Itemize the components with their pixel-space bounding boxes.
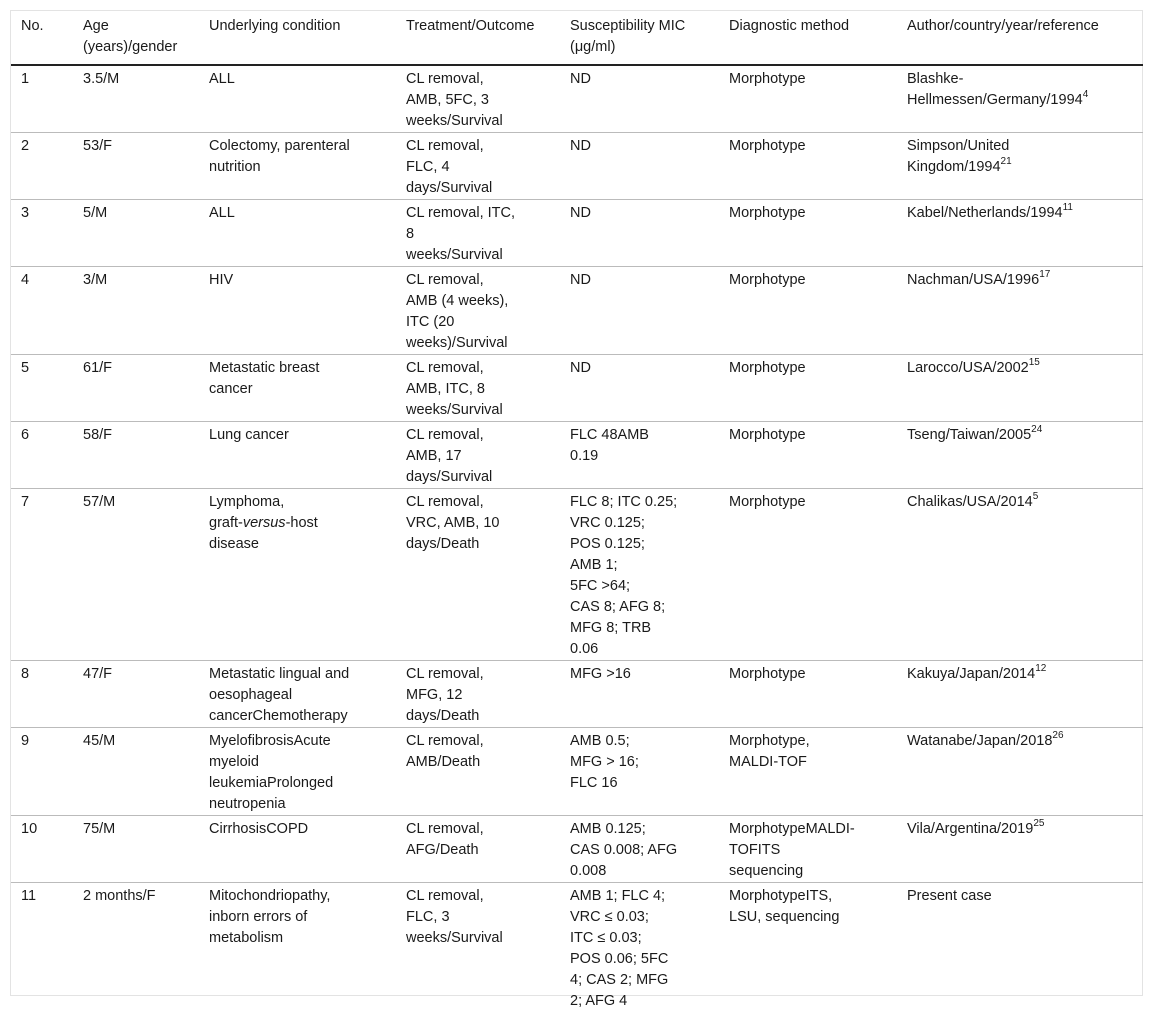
- condition-text: -host disease: [209, 515, 318, 552]
- cell-no: 3: [11, 200, 73, 267]
- header-no: No.: [11, 11, 73, 65]
- cell-age-gender: 75/M: [73, 816, 199, 883]
- cell-age-gender: 61/F: [73, 355, 199, 422]
- cell-method: Morphotype: [719, 200, 897, 267]
- header-age-gender: Age (years)/gender: [73, 11, 199, 65]
- author-text: Larocco/USA/2002: [907, 360, 1029, 376]
- table-row: [11, 200, 1143, 267]
- cell-method: Morphotype: [719, 355, 897, 422]
- cell-treatment: CL removal, ITC, 8 weeks/Survival: [396, 200, 560, 267]
- cell-mic: ND: [560, 133, 719, 200]
- author-text: Nachman/USA/1996: [907, 272, 1039, 288]
- cell-no: 9: [11, 728, 73, 816]
- cell-age-gender: 5/M: [73, 200, 199, 267]
- cell-treatment: CL removal, AFG/Death: [396, 816, 560, 883]
- table-row: [11, 355, 1143, 422]
- cell-author: [897, 200, 1143, 267]
- cell-author: [897, 816, 1143, 883]
- table-row: [11, 661, 1143, 728]
- author-text: Simpson/United Kingdom/1994: [907, 138, 1009, 175]
- cell-method: Morphotype: [719, 267, 897, 355]
- cell-author: [897, 661, 1143, 728]
- cell-no: 2: [11, 133, 73, 200]
- author-text: Blashke- Hellmessen/Germany/1994: [907, 71, 1083, 108]
- cell-age-gender: 2 months/F: [73, 883, 199, 1020]
- cell-treatment: CL removal, AMB, 5FC, 3 weeks/Survival: [396, 65, 560, 133]
- cell-no: 1: [11, 65, 73, 133]
- cell-age-gender: 3.5/M: [73, 65, 199, 133]
- cell-method: Morphotype, MALDI-TOF: [719, 728, 897, 816]
- cell-method: MorphotypeMALDI- TOFITS sequencing: [719, 816, 897, 883]
- cell-condition: Lung cancer: [199, 422, 396, 489]
- condition-emphasis: versus: [243, 515, 286, 531]
- reference-number: 24: [1031, 424, 1042, 435]
- header-row: [11, 11, 1143, 65]
- cell-author: [897, 728, 1143, 816]
- reference-number: 12: [1035, 663, 1046, 674]
- cell-method: Morphotype: [719, 661, 897, 728]
- author-text: Vila/Argentina/2019: [907, 821, 1033, 837]
- cell-no: 11: [11, 883, 73, 1020]
- cell-condition: ALL: [199, 65, 396, 133]
- cell-mic: ND: [560, 65, 719, 133]
- cell-mic: AMB 0.125; CAS 0.008; AFG 0.008: [560, 816, 719, 883]
- cell-mic: MFG >16: [560, 661, 719, 728]
- reference-number: 25: [1033, 818, 1044, 829]
- table-row: [11, 816, 1143, 883]
- cell-treatment: CL removal, AMB/Death: [396, 728, 560, 816]
- cell-mic: ND: [560, 355, 719, 422]
- cell-method: Morphotype: [719, 65, 897, 133]
- table-row: [11, 422, 1143, 489]
- table-body: [11, 65, 1143, 1020]
- author-text: Chalikas/USA/2014: [907, 494, 1033, 510]
- cell-mic: AMB 1; FLC 4; VRC ≤ 0.03; ITC ≤ 0.03; POS 0.06; 5FC 4; CAS 2; MFG 2; AFG 4: [560, 883, 719, 1020]
- header-susceptibility-mic: Susceptibility MIC (μg/ml): [560, 11, 719, 65]
- table-row: [11, 267, 1143, 355]
- author-text: Kakuya/Japan/2014: [907, 666, 1035, 682]
- table-row: [11, 489, 1143, 661]
- cell-treatment: CL removal, FLC, 3 weeks/Survival: [396, 883, 560, 1020]
- cell-treatment: CL removal, FLC, 4 days/Survival: [396, 133, 560, 200]
- cell-treatment: CL removal, AMB (4 weeks), ITC (20 weeks)/Survival: [396, 267, 560, 355]
- cell-condition: MyelofibrosisAcute myeloid leukemiaProlonged neutropenia: [199, 728, 396, 816]
- cell-author: [897, 355, 1143, 422]
- cell-mic: ND: [560, 200, 719, 267]
- cell-treatment: CL removal, VRC, AMB, 10 days/Death: [396, 489, 560, 661]
- cell-treatment: CL removal, AMB, ITC, 8 weeks/Survival: [396, 355, 560, 422]
- cell-mic: FLC 48AMB 0.19: [560, 422, 719, 489]
- reference-number: 15: [1029, 357, 1040, 368]
- cell-condition: Colectomy, parenteral nutrition: [199, 133, 396, 200]
- cell-age-gender: 3/M: [73, 267, 199, 355]
- reference-number: 26: [1052, 730, 1063, 741]
- cell-no: 5: [11, 355, 73, 422]
- cell-age-gender: 47/F: [73, 661, 199, 728]
- cell-condition: Mitochondriopathy, inborn errors of metabolism: [199, 883, 396, 1020]
- cell-author: [897, 267, 1143, 355]
- case-reports-table: [11, 11, 1143, 1020]
- cell-no: 6: [11, 422, 73, 489]
- header-underlying-condition: Underlying condition: [199, 11, 396, 65]
- table-header: [11, 11, 1143, 65]
- author-text: Tseng/Taiwan/2005: [907, 427, 1031, 443]
- table-row: [11, 883, 1143, 1020]
- header-author-reference: Author/country/year/reference: [897, 11, 1143, 65]
- cell-no: 4: [11, 267, 73, 355]
- cell-age-gender: 58/F: [73, 422, 199, 489]
- cell-mic: AMB 0.5; MFG > 16; FLC 16: [560, 728, 719, 816]
- cell-author: [897, 65, 1143, 133]
- author-text: Watanabe/Japan/2018: [907, 733, 1052, 749]
- table-row: [11, 728, 1143, 816]
- cell-no: 10: [11, 816, 73, 883]
- condition-text: Lymphoma, graft-: [209, 494, 284, 531]
- table-row: [11, 65, 1143, 133]
- reference-number: 11: [1063, 202, 1073, 213]
- cell-author: [897, 422, 1143, 489]
- cell-condition: CirrhosisCOPD: [199, 816, 396, 883]
- cell-condition: Metastatic breast cancer: [199, 355, 396, 422]
- reference-number: 5: [1033, 491, 1039, 502]
- cell-method: Morphotype: [719, 489, 897, 661]
- author-text: Present case: [907, 888, 992, 904]
- reference-number: 17: [1039, 269, 1050, 280]
- cell-author: [897, 133, 1143, 200]
- cell-condition: HIV: [199, 267, 396, 355]
- cell-condition: Metastatic lingual and oesophageal cancerChemotherapy: [199, 661, 396, 728]
- cell-treatment: CL removal, AMB, 17 days/Survival: [396, 422, 560, 489]
- cell-treatment: CL removal, MFG, 12 days/Death: [396, 661, 560, 728]
- cell-author: [897, 489, 1143, 661]
- cell-condition: [199, 489, 396, 661]
- header-diagnostic-method: Diagnostic method: [719, 11, 897, 65]
- cell-method: MorphotypeITS, LSU, sequencing: [719, 883, 897, 1020]
- cell-age-gender: 45/M: [73, 728, 199, 816]
- header-treatment-outcome: Treatment/Outcome: [396, 11, 560, 65]
- cell-age-gender: 57/M: [73, 489, 199, 661]
- cell-method: Morphotype: [719, 422, 897, 489]
- cell-age-gender: 53/F: [73, 133, 199, 200]
- cell-author: [897, 883, 1143, 1020]
- cell-mic: ND: [560, 267, 719, 355]
- reference-number: 4: [1083, 89, 1089, 100]
- cell-no: 7: [11, 489, 73, 661]
- cell-condition: ALL: [199, 200, 396, 267]
- cell-no: 8: [11, 661, 73, 728]
- table-row: [11, 133, 1143, 200]
- author-text: Kabel/Netherlands/1994: [907, 205, 1063, 221]
- cell-method: Morphotype: [719, 133, 897, 200]
- reference-number: 21: [1001, 156, 1012, 167]
- cell-mic: FLC 8; ITC 0.25; VRC 0.125; POS 0.125; AMB 1; 5FC >64; CAS 8; AFG 8; MFG 8; TRB 0.06: [560, 489, 719, 661]
